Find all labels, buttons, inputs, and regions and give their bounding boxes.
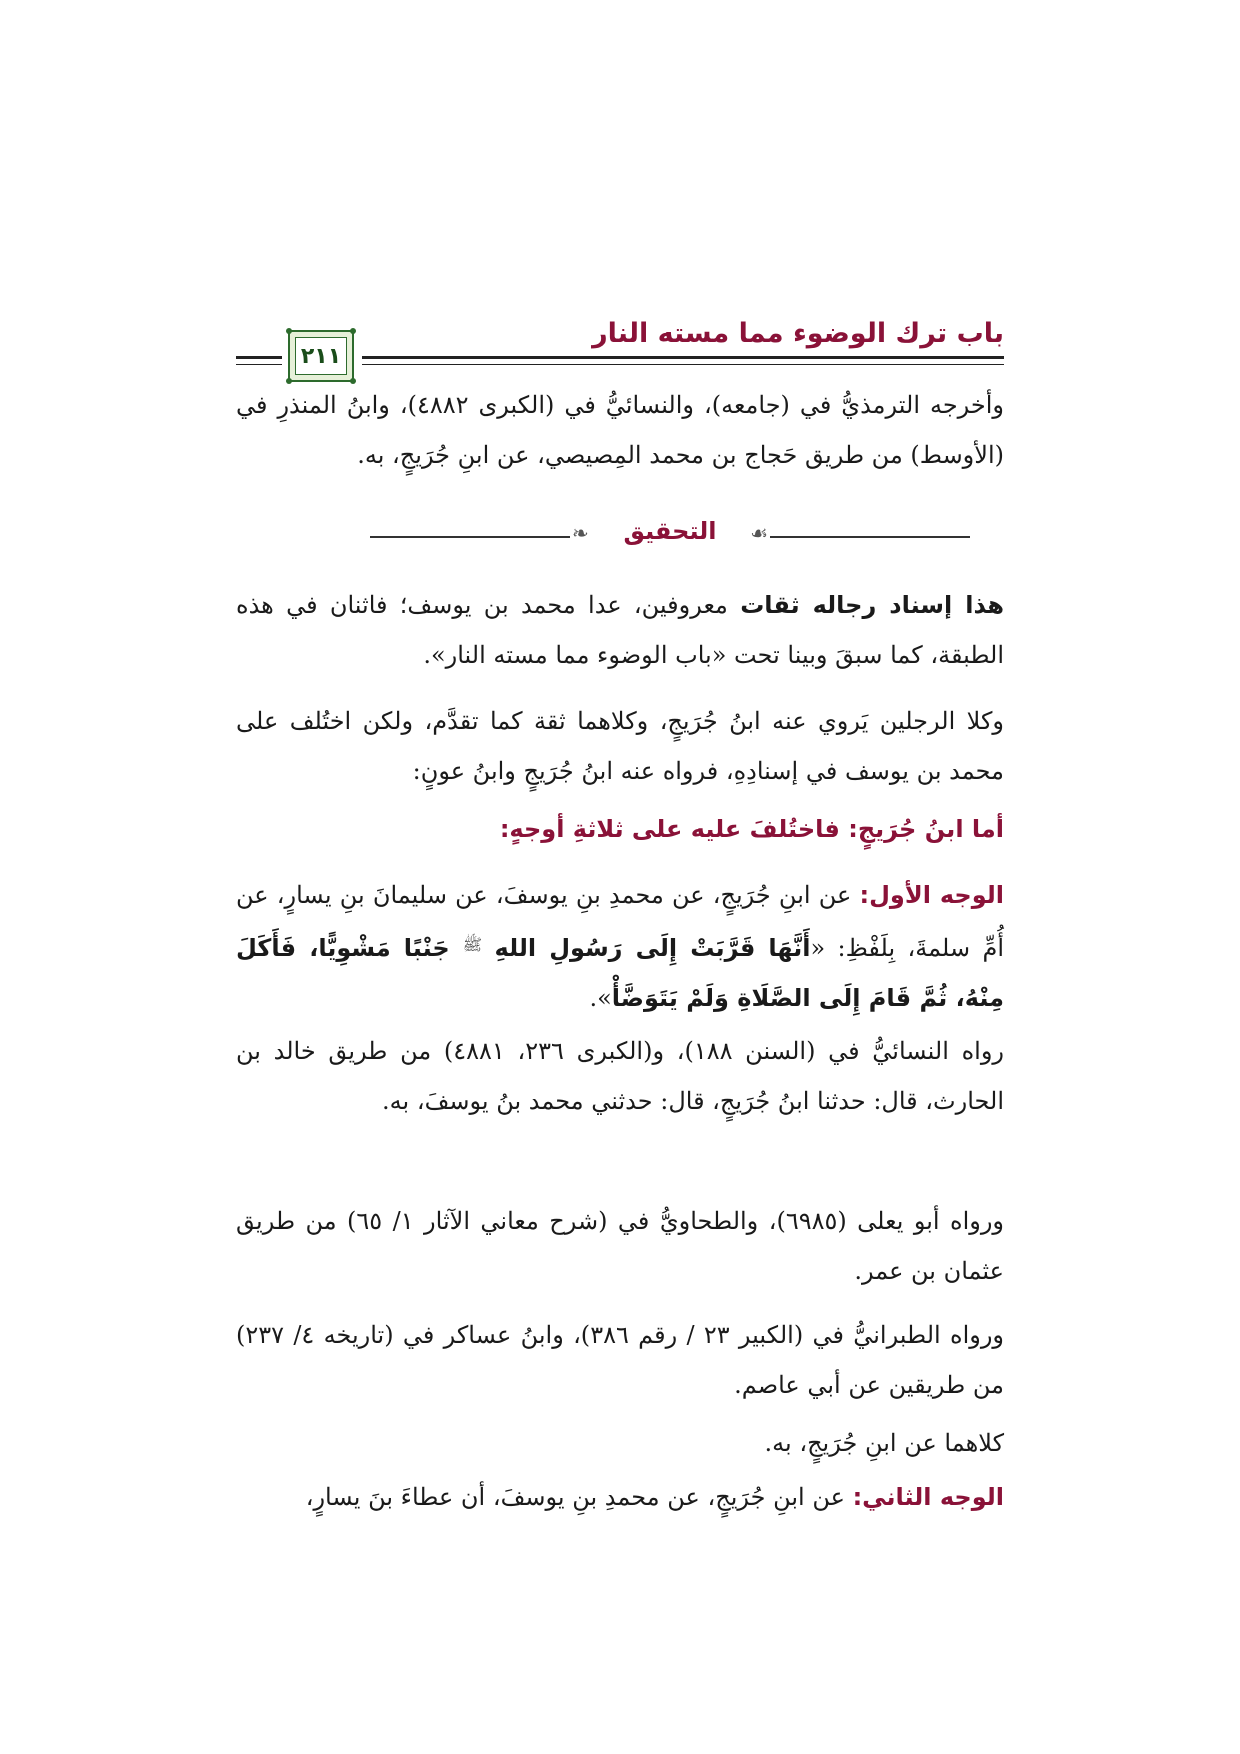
paragraph-text: رواه النسائيُّ في (السنن ١٨٨)، و(الكبرى ٢٣٦، ٤٨٨١) من طريق خالد بن الحارث، قال: حدثنا ابنُ جُرَيجٍ، قال: حدثني محمد بنُ يوسفَ، به. [236,1037,1004,1115]
paragraph-tabarani [236,1310,1004,1410]
aspect-label: الوجه الأول: [859,881,1004,909]
section-divider [330,515,1010,555]
paragraph-text: وكلا الرجلين يَروي عنه ابنُ جُرَيجٍ، وكلاهما ثقة كما تقدَّم، ولكن اختُلف على محمد بن يوسف في إسنادِهِ، فرواه عنه ابنُ جُرَيجٍ وابنُ عونٍ: [236,707,1004,785]
page-number: ٢١١ [300,343,342,369]
subheading: أما ابنُ جُرَيجٍ: فاختُلفَ عليه على ثلاثةِ أوجهٍ: [499,815,1004,843]
paragraph-text: عن ابنِ جُرَيجٍ، عن محمدِ بنِ يوسفَ، عن سليمانَ بنِ يسارٍ، عن أُمِّ سلمةَ، بِلَفْظِ: « [236,881,1004,962]
hadith-text: أَنَّهَا قَرَّبَتْ إِلَى رَسُولِ اللهِ [494,934,811,962]
paragraph-body [236,1472,1004,1522]
divider-ornament-icon: ❧ [572,521,589,545]
header-rule-left-thick [236,356,282,359]
isnad-lead: هذا إسناد رجاله ثقات [740,591,1004,619]
header-rule-right-thick [362,356,1004,359]
header-rule-right-thin [362,364,1004,365]
paragraph-first-aspect [236,870,1004,1023]
page-number-frame [295,337,347,375]
paragraph-both [236,1418,1004,1468]
paragraph-text: كلاهما عن ابنِ جُرَيجٍ، به. [764,1429,1004,1457]
paragraph-second-aspect [236,1472,1004,1522]
paragraph-text: معروفين، عدا محمد بن يوسف؛ فاثنان في هذه الطبقة، كما سبقَ وبينا تحت «باب الوضوء مما مسته النار». [236,591,1004,669]
page-number-badge [288,330,354,382]
paragraph-narrators [236,696,1004,796]
salla-icon: ﷺ [462,935,483,954]
section-title: التحقيق [623,517,717,545]
hadith-text: جَنْبًا مَشْوِيًّا، فَأَكَلَ مِنْهُ، ثُمَّ قَامَ إِلَى الصَّلَاةِ وَلَمْ يَتَوَضَّأْ [236,934,1004,1012]
divider-ornament-icon: ☙ [750,521,768,545]
badge-corner-ornament [350,328,356,334]
paragraph-text: ». [589,984,612,1012]
paragraph-text: ورواه أبو يعلى (٦٩٨٥)، والطحاويُّ في (شرح معاني الآثار ١/ ٦٥) من طريق عثمان بن عمر. [236,1207,1005,1285]
aspect-label: الوجه الثاني: [852,1483,1004,1511]
paragraph-text: عن ابنِ جُرَيجٍ، عن محمدِ بنِ يوسفَ، أن عطاءَ بنَ يسارٍ، [305,1483,853,1511]
paragraph-body [236,870,1004,1023]
running-title: باب ترك الوضوء مما مسته النار [592,318,1004,349]
paragraph-text: ورواه الطبرانيُّ في (الكبير ٢٣ / رقم ٣٨٦)، وابنُ عساكر في (تاريخه ٤/ ٢٣٧) من طريقين عن أبي عاصم. [236,1321,1005,1399]
subheading-block [236,804,1004,854]
paragraph-body [236,580,1004,680]
paragraph-isnad [236,580,1004,680]
badge-corner-ornament [286,328,292,334]
paragraph-nasai [236,1026,1004,1126]
header-rule-left-thin [236,364,282,365]
paragraph-text: وأخرجه الترمذيُّ في (جامعه)، والنسائيُّ في (الكبرى ٤٨٨٢)، وابنُ المنذرِ في (الأوسط) من طريق حَجاج بن محمد المِصيصي، عن ابنِ جُرَيجٍ، به. [236,391,1005,469]
paragraph-abu-yala [236,1196,1004,1296]
paragraph-takhrij [236,380,1004,480]
